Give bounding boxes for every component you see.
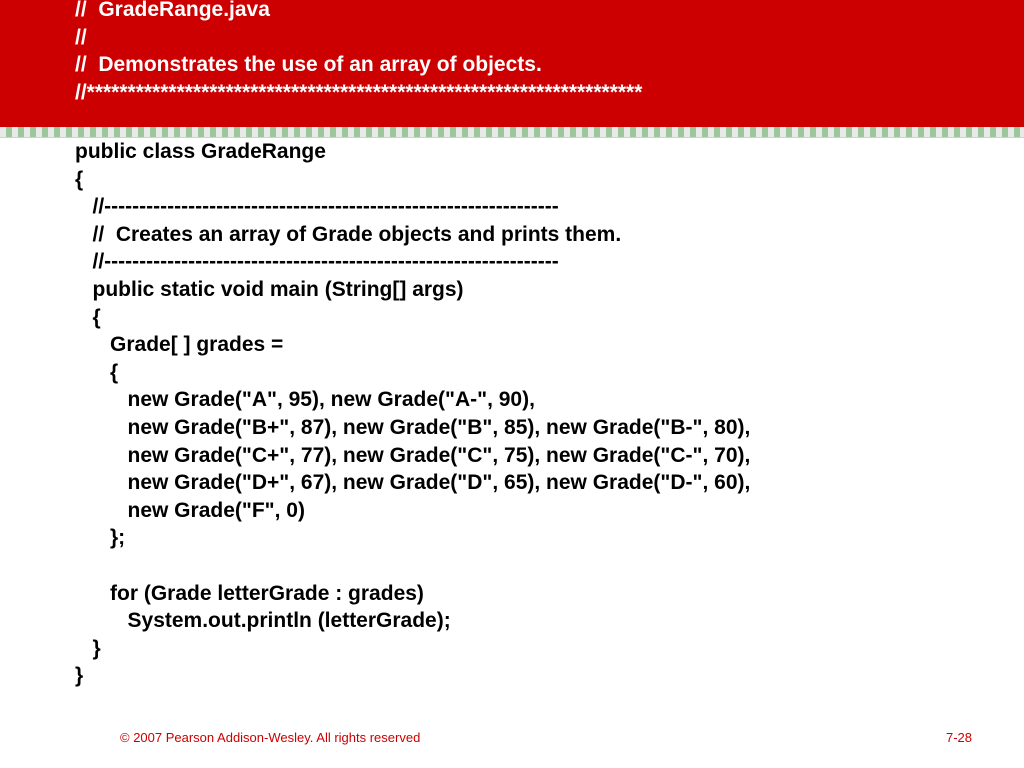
header-divider-stripe [0, 127, 1024, 137]
code-line: new Grade("C+", 77), new Grade("C", 75), new Grade("C-", 70), [75, 443, 751, 467]
code-line: System.out.println (letterGrade); [75, 609, 451, 633]
code-line: new Grade("D+", 67), new Grade("D", 65), new Grade("D-", 60), [75, 471, 751, 495]
code-line: //----------------------------------------------------------------- [75, 250, 559, 274]
header-code-line: // GradeRange.java [75, 0, 270, 21]
code-line: public class GradeRange [75, 140, 326, 163]
code-line: } [75, 664, 84, 688]
code-line: } [75, 636, 101, 660]
code-line: { [75, 305, 101, 329]
code-line: { [75, 360, 119, 384]
code-listing [75, 138, 750, 690]
header-code-line: // Demonstrates the use of an array of objects. [75, 53, 542, 77]
code-line: //----------------------------------------------------------------- [75, 195, 559, 219]
code-line: // Creates an array of Grade objects and prints them. [75, 222, 622, 246]
code-line: Grade[ ] grades = [75, 333, 284, 357]
code-line: for (Grade letterGrade : grades) [75, 581, 424, 605]
header-code-line: //******************************************************************** [75, 80, 643, 104]
code-line: new Grade("F", 0) [75, 498, 305, 522]
code-line: public static void main (String[] args) [75, 277, 464, 301]
code-line: }; [75, 526, 126, 550]
footer-page-number: 7-28 [945, 730, 972, 745]
code-line: { [75, 167, 84, 191]
code-line: new Grade("A", 95), new Grade("A-", 90), [75, 388, 535, 412]
footer-copyright: © 2007 Pearson Addison-Wesley. All rights reserved [120, 730, 421, 745]
header-code-line: // [75, 25, 87, 49]
code-line-blank [75, 552, 750, 580]
header-code-block [75, 0, 642, 106]
code-line: new Grade("B+", 87), new Grade("B", 85), new Grade("B-", 80), [75, 415, 751, 439]
